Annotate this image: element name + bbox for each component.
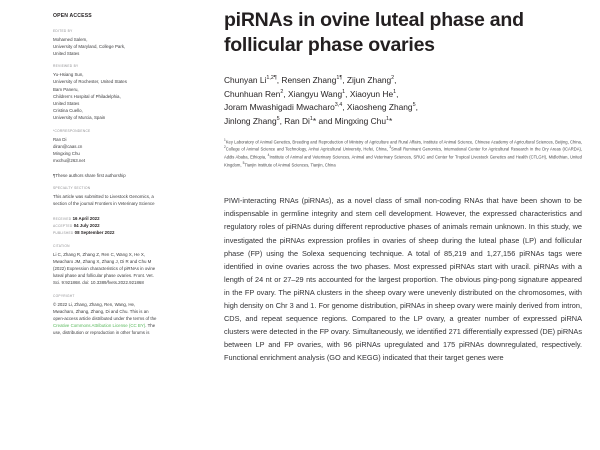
accepted-label: ACCEPTED xyxy=(53,224,73,228)
reviewed-by-line: Bam Paneru, xyxy=(53,86,79,92)
specialty-section-text: This article was submitted to Livestock Genomics, a section of the journal Frontiers in Veterinary Science xyxy=(53,194,155,207)
edited-by-heading: EDITED BY xyxy=(53,28,73,33)
citation-block xyxy=(53,244,157,286)
published-label: PUBLISHED xyxy=(53,231,74,236)
copyright-text-before-link: © 2022 Li, Zhang, Zhang, Ren, Wang, He, Mwacharo, Zhang, Zhang, Di and Chu. This is an open-access article distributed under the terms of the xyxy=(53,301,157,322)
specialty-section-block xyxy=(53,186,157,207)
correspondence-email[interactable]: diran@caas.cn xyxy=(53,143,83,149)
accepted-value: 04 July 2022 xyxy=(73,223,100,228)
citation-text: Li C, Zhang R, Zhang Z, Ren C, Wang X, He X, Mwacharo JM, Zhang X, Zhang J, Di R and Chu M (2022) Expression characteristics of piRNAs in ovine luteal phase and follicular phase ovaries. Front. Vet. Sci. 9:921868. doi: 10.3389/fvets.2022.921868 xyxy=(53,251,156,286)
copyright-text-after-link: . The use, distribution or reproduction in other forums is xyxy=(53,323,156,336)
reviewed-by-line: Cristina Cuello, xyxy=(53,107,83,113)
reviewed-by-heading: REVIEWED BY xyxy=(53,64,79,69)
reviewed-by-line: University of Murcia, Spain xyxy=(53,115,106,121)
reviewed-by-line: United States xyxy=(53,100,80,106)
edited-by-block xyxy=(53,29,157,57)
correspondence-name: Mingxing Chu xyxy=(53,150,80,156)
author-line: Chunyan $Li^{1,2\P}$, Rensen Zhang$^{1\P}$, Zijun Zhang$^2$, xyxy=(224,75,397,86)
edited-by-line: United States xyxy=(53,50,80,56)
correspondence-block xyxy=(53,129,157,164)
open-access-badge: OPEN ACCESS xyxy=(53,13,92,19)
reviewed-by-line: Children's Hospital of Philadelphia, xyxy=(53,93,121,99)
reviewed-by-block xyxy=(53,64,157,121)
published-date xyxy=(53,229,157,236)
copyright-block xyxy=(53,294,157,336)
article-main-column xyxy=(224,8,582,364)
edited-by-line: Mohamed Salem, xyxy=(53,36,88,42)
abstract xyxy=(224,194,582,364)
page-title: piRNAs in ovine luteal phase and follicular phase ovaries xyxy=(224,9,524,56)
correspondence-name: Ran Di xyxy=(53,136,67,142)
author-list xyxy=(224,74,582,128)
received-value: 16 April 2022 xyxy=(72,215,100,221)
author-line: Jinlong Zhang$^5$, Ran Di$^1$* and Mingxing Chu$^1$* xyxy=(224,115,393,126)
correspondence-heading: *CORRESPONDENCE xyxy=(53,128,91,133)
reviewed-by-line: University of Rochester, United States xyxy=(53,79,127,85)
reviewed-by-line: Yu-Hsiang Sun, xyxy=(53,72,84,78)
author-line: Chunhuan Ren$^2$, Xiangyu Wang$^1$, Xiaoyun He$^1$, xyxy=(224,88,399,99)
affiliations: $^1$Key Laboratory of Animal Genetics, Breeding and Reproduction of Ministry of Agriculture and Rural Affairs, Institute of Animal Science, Chinese Academy of Agricultural Sciences, Beijing, China, $^2$College of Animal Science and Technology, Anhui Agricultural University, Hefei, China, $^3$Small Ruminant Genomics, International Center for Agricultural Research in the Dry Areas (ICARDA), Addis Ababa, Ethiopia, $^4$Institute of Animal and Veterinary Sciences, Animal and Veterinary Sciences, SRUC and Center for Tropical Livestock Genetics and Health (CTLGH), Midlothian, United Kingdom, $^5$Tianjin Institute of Animal Sciences, Tianjin, China xyxy=(224,137,583,167)
publication-dates-block xyxy=(53,215,157,237)
article-metadata-sidebar xyxy=(53,12,157,344)
citation-heading: CITATION xyxy=(53,244,70,248)
received-date xyxy=(53,215,157,222)
published-value: 08 September 2022 xyxy=(74,230,115,236)
copyright-heading: COPYRIGHT xyxy=(53,293,75,298)
creative-commons-license-link[interactable]: Creative Commons Attribution License (CC BY) xyxy=(53,323,146,329)
shared-authorship-note: ¶These authors share first authorship xyxy=(53,172,126,178)
abstract-paragraph: PIWI-interacting RNAs (piRNAs), as a novel class of small non-coding RNAs that have been shown to be indispensable in germline integrity and stem cell development. However, the expressed characteristics and regulatory roles of piRNAs during different reproductive phases of animals remain unknown. In this study, we investigated the piRNAs expression profiles in ovaries of sheep during the luteal phase (LP) and follicular phase (FP) using the Solexa sequencing technique. A total of 85,219 and 1,27,156 piRNAs tags were identified in ovine ovaries across the two phases. Most expressed piRNAs start with uracil. piRNAs with a length of 24 nt or 27–29 nts accounted for the largest proportion. The obvious ping-pong signature appeared in the FP ovary. The piRNA clusters in the sheep ovary were unevenly distributed on the chromosomes, with high density on Chr 3 and 1. For genome distribution, piRNAs in sheep ovary were mainly derived from intron, CDS, and repeat sequence regions. Compared to the LP ovary, a greater number of expressed piRNA clusters were detected in the FP ovary. Simultaneously, we identified 271 differentially expressed (DE) piRNAs between LP and FP ovaries, with 96 piRNAs upregulated and 175 piRNAs downregulated, respectively. Functional enrichment analysis (GO and KEGG) indicated that their target genes were xyxy=(224,196,582,363)
author-line: Joram Mwashigadi Mwacharo$^{3,4}$, Xiaosheng Zhang$^5$, xyxy=(224,102,418,113)
edited-by-line: University of Maryland, College Park, xyxy=(53,43,126,49)
received-label: RECEIVED xyxy=(53,216,72,221)
accepted-date xyxy=(53,222,157,229)
correspondence-email[interactable]: mxchu@263.net xyxy=(53,157,86,163)
specialty-section-heading: SPECIALTY SECTION xyxy=(53,186,91,191)
